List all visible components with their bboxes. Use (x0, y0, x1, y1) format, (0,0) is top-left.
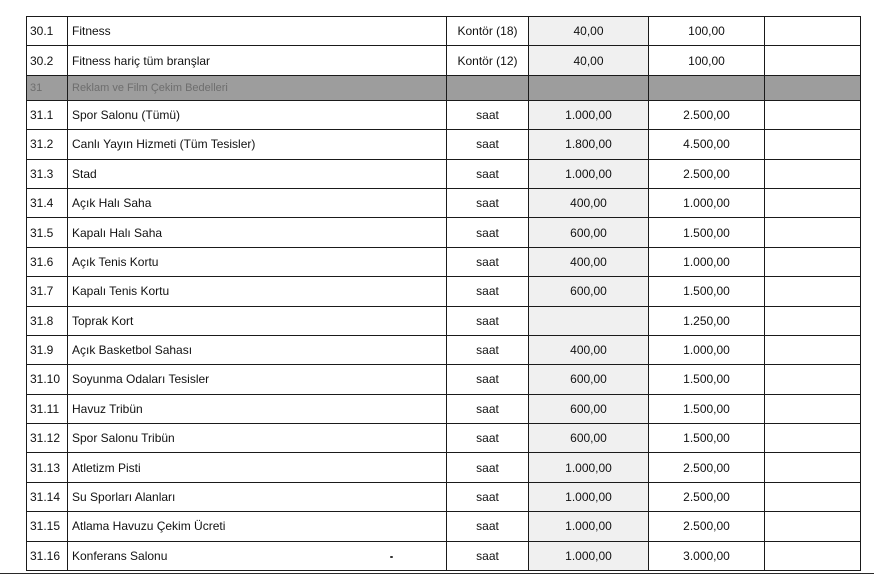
unit-cell: saat (447, 394, 529, 423)
price-2-cell: 1.500,00 (649, 218, 765, 247)
table-row (27, 188, 861, 217)
note-cell (765, 130, 861, 159)
section-header-row (27, 75, 861, 100)
item-number-cell: 31.8 (27, 306, 68, 335)
price-2-cell: 1.000,00 (649, 335, 765, 364)
table-row (27, 100, 861, 129)
note-cell (765, 335, 861, 364)
note-cell (765, 159, 861, 188)
item-name-cell: Havuz Tribün (68, 394, 447, 423)
item-number-cell: 30.1 (27, 17, 68, 46)
note-cell (765, 482, 861, 511)
price-1-cell: 400,00 (529, 247, 649, 276)
table-row (27, 394, 861, 423)
item-number-cell: 31.11 (27, 394, 68, 423)
price-1-cell: 600,00 (529, 424, 649, 453)
price-table (26, 16, 861, 571)
price-1-cell (529, 306, 649, 335)
table-row (27, 512, 861, 541)
unit-cell: saat (447, 306, 529, 335)
price-1-cell: 600,00 (529, 394, 649, 423)
note-cell (765, 541, 861, 570)
item-number-cell: 31.3 (27, 159, 68, 188)
item-name-cell: Konferans Salonu (68, 541, 447, 570)
item-name-cell: Açık Basketbol Sahası (68, 335, 447, 364)
table-row (27, 130, 861, 159)
table-row (27, 335, 861, 364)
unit-cell: saat (447, 335, 529, 364)
unit-cell: saat (447, 365, 529, 394)
price-1-cell: 1.800,00 (529, 130, 649, 159)
note-cell (765, 306, 861, 335)
note-cell (765, 247, 861, 276)
item-number-cell: 31.13 (27, 453, 68, 482)
item-number-cell: 31.4 (27, 188, 68, 217)
price-2-cell: 1.250,00 (649, 306, 765, 335)
table-row (27, 482, 861, 511)
price-1-cell: 1.000,00 (529, 541, 649, 570)
price-2-cell: 2.500,00 (649, 482, 765, 511)
price-1-cell: 40,00 (529, 17, 649, 46)
item-number-cell: 30.2 (27, 46, 68, 75)
unit-cell: saat (447, 159, 529, 188)
price-1-cell: 1.000,00 (529, 453, 649, 482)
note-cell (765, 46, 861, 75)
price-2-cell: 100,00 (649, 17, 765, 46)
table-row (27, 218, 861, 247)
unit-cell: saat (447, 482, 529, 511)
table-row (27, 247, 861, 276)
item-name-cell: Kapalı Tenis Kortu (68, 277, 447, 306)
note-cell (765, 188, 861, 217)
item-number-cell: 31.15 (27, 512, 68, 541)
table-row (27, 277, 861, 306)
price-2-cell: 3.000,00 (649, 541, 765, 570)
price-table-body (27, 17, 861, 571)
note-cell (765, 365, 861, 394)
item-number-cell: 31.5 (27, 218, 68, 247)
item-name-cell: Fitness (68, 17, 447, 46)
item-name-cell: Atletizm Pisti (68, 453, 447, 482)
unit-cell: Kontör (12) (447, 46, 529, 75)
item-name-cell: Soyunma Odaları Tesisler (68, 365, 447, 394)
price-1-cell: 600,00 (529, 218, 649, 247)
item-number-cell: 31.16 (27, 541, 68, 570)
price-2-cell: 1.500,00 (649, 424, 765, 453)
unit-cell: saat (447, 512, 529, 541)
price-2-cell (649, 75, 765, 100)
item-number-cell: 31.12 (27, 424, 68, 453)
price-2-cell: 2.500,00 (649, 512, 765, 541)
price-1-cell: 600,00 (529, 277, 649, 306)
item-name-cell: Kapalı Halı Saha (68, 218, 447, 247)
price-2-cell: 2.500,00 (649, 100, 765, 129)
item-name-cell: Reklam ve Film Çekim Bedelleri (68, 75, 447, 100)
item-number-cell: 31.14 (27, 482, 68, 511)
item-name-cell: Spor Salonu (Tümü) (68, 100, 447, 129)
price-1-cell: 1.000,00 (529, 100, 649, 129)
note-cell (765, 100, 861, 129)
price-2-cell: 2.500,00 (649, 453, 765, 482)
table-row (27, 159, 861, 188)
item-name-cell: Su Sporları Alanları (68, 482, 447, 511)
item-name-cell: Stad (68, 159, 447, 188)
note-cell (765, 453, 861, 482)
unit-cell: saat (447, 188, 529, 217)
note-cell (765, 75, 861, 100)
price-2-cell: 1.500,00 (649, 365, 765, 394)
price-1-cell: 1.000,00 (529, 159, 649, 188)
item-number-cell: 31.6 (27, 247, 68, 276)
unit-cell: Kontör (18) (447, 17, 529, 46)
item-name-cell: Açık Halı Saha (68, 188, 447, 217)
table-row (27, 365, 861, 394)
unit-cell: saat (447, 453, 529, 482)
item-name-cell: Atlama Havuzu Çekim Ücreti (68, 512, 447, 541)
unit-cell: saat (447, 247, 529, 276)
table-row (27, 541, 861, 570)
unit-cell: saat (447, 218, 529, 247)
note-cell (765, 277, 861, 306)
price-1-cell: 1.000,00 (529, 512, 649, 541)
item-number-cell: 31.10 (27, 365, 68, 394)
item-name-cell: Toprak Kort (68, 306, 447, 335)
item-number-cell: 31.1 (27, 100, 68, 129)
note-cell (765, 218, 861, 247)
price-2-cell: 1.500,00 (649, 277, 765, 306)
price-1-cell (529, 75, 649, 100)
table-row (27, 17, 861, 46)
table-row (27, 424, 861, 453)
unit-cell: saat (447, 100, 529, 129)
price-2-cell: 4.500,00 (649, 130, 765, 159)
unit-cell (447, 75, 529, 100)
table-row (27, 453, 861, 482)
item-number-cell: 31 (27, 75, 68, 100)
price-2-cell: 1.000,00 (649, 247, 765, 276)
item-name-cell: Canlı Yayın Hizmeti (Tüm Tesisler) (68, 130, 447, 159)
price-1-cell: 1.000,00 (529, 482, 649, 511)
item-name-cell: Spor Salonu Tribün (68, 424, 447, 453)
scan-speck (390, 556, 393, 558)
note-cell (765, 17, 861, 46)
price-2-cell: 1.500,00 (649, 394, 765, 423)
note-cell (765, 512, 861, 541)
note-cell (765, 394, 861, 423)
item-name-cell: Açık Tenis Kortu (68, 247, 447, 276)
table-row (27, 306, 861, 335)
price-1-cell: 400,00 (529, 188, 649, 217)
item-number-cell: 31.7 (27, 277, 68, 306)
price-2-cell: 2.500,00 (649, 159, 765, 188)
unit-cell: saat (447, 277, 529, 306)
table-row (27, 46, 861, 75)
unit-cell: saat (447, 541, 529, 570)
unit-cell: saat (447, 130, 529, 159)
price-1-cell: 40,00 (529, 46, 649, 75)
page-bottom-rule (0, 573, 874, 574)
price-2-cell: 1.000,00 (649, 188, 765, 217)
note-cell (765, 424, 861, 453)
price-2-cell: 100,00 (649, 46, 765, 75)
item-name-cell: Fitness hariç tüm branşlar (68, 46, 447, 75)
item-number-cell: 31.9 (27, 335, 68, 364)
price-1-cell: 600,00 (529, 365, 649, 394)
item-number-cell: 31.2 (27, 130, 68, 159)
price-1-cell: 400,00 (529, 335, 649, 364)
unit-cell: saat (447, 424, 529, 453)
